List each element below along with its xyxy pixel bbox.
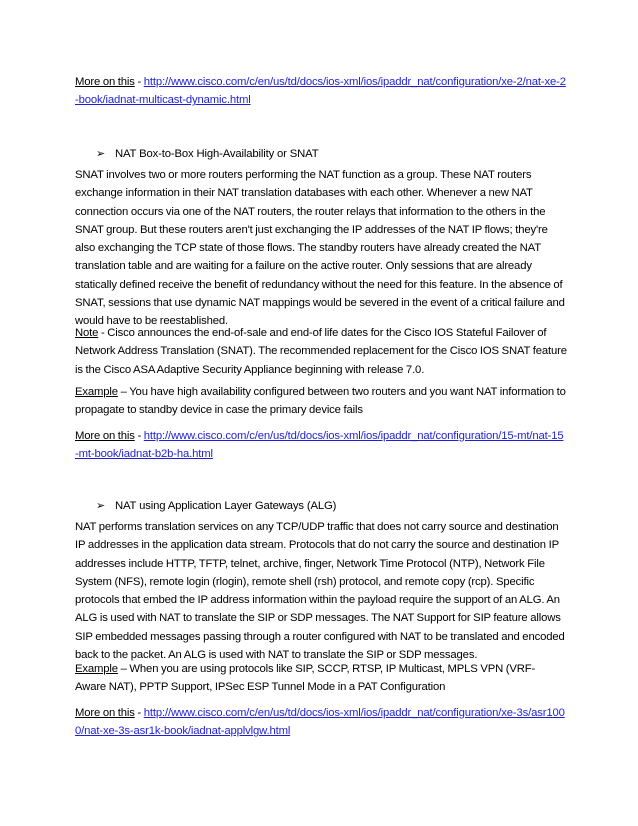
section-heading-text: NAT using Application Layer Gateways (ALG) [115,500,337,512]
more-on-this-paragraph [75,73,567,110]
more-on-this-label: More on this [75,430,135,442]
cisco-b2b-ha-link[interactable]: http://www.cisco.com/c/en/us/td/docs/ios-xml/ios/ipaddr_nat/configuration/15-mt/nat-15-mt-book/iadnat-b2b-ha.html [75,430,564,461]
example-text: – You have high availability configured between two routers and you want NAT information to propagate to standby device in case the primary device fails [75,386,566,417]
separator: - [134,707,144,719]
section-heading-snat [96,145,318,163]
cisco-multicast-dynamic-link[interactable]: http://www.cisco.com/c/en/us/td/docs/ios-xml/ios/ipaddr_nat/configuration/xe-2/nat-xe-2-book/iadnat-multicast-dynamic.html [75,76,566,107]
separator: - [134,430,144,442]
snat-description-paragraph: SNAT involves two or more routers performing the NAT function as a group. These NAT routers exchange information in their NAT translation databases with each other. Whenever a new NAT connection occurs via one of the NAT routers, the router relays that information to the others in the SNAT group. But these routers aren't just exchanging the IP addresses of the NAT IP flows; they're also exchanging the TCP state of those flows. The standby routers have already created the NAT translation table and are waiting for a failure on the active router. Only sessions that are already statically defined receive the benefit of redundancy without the need for this feature. In the absence of SNAT, sessions that use dynamic NAT mappings would be severed in the event of a critical failure and would have to be reestablished. [75,169,565,328]
more-on-this-label: More on this [75,76,135,88]
example-paragraph-snat [75,383,567,420]
arrow-bullet-icon: ➢ [96,500,106,512]
note-text: - Cisco announces the end-of-sale and end-of life dates for the Cisco IOS Stateful Failover of Network Address Translation (SNAT). The recommended replacement for the Cisco IOS SNAT feature is the Cisco ASA Adaptive Security Appliance beginning with release 7.0. [75,327,567,376]
more-on-this-paragraph-snat [75,427,567,464]
example-label: Example [75,663,118,675]
alg-description-paragraph: NAT performs translation services on any TCP/UDP traffic that does not carry source and destination IP addresses in the application data stream. Protocols that do not carry the source and destination IP addresses include HTTP, TFTP, telnet, archive, finger, Network Time Protocol (NTP), Network File System (NFS), remote login (rlogin), remote shell (rsh) protocol, and remote copy (rcp). Specific protocols that embed the IP address information within the payload require the support of an ALG. An ALG is used with NAT to translate the SIP or SDP messages. The NAT Support for SIP feature allows SIP embedded messages passing through a router configured with NAT to be translated and encoded back to the packet. An ALG is used with NAT to translate the SIP or SDP messages. [75,521,565,662]
more-on-this-label: More on this [75,707,135,719]
example-paragraph-alg [75,660,567,697]
more-on-this-paragraph-alg [75,704,567,741]
cisco-applvlgw-link[interactable]: http://www.cisco.com/c/en/us/td/docs/ios-xml/ios/ipaddr_nat/configuration/xe-3s/asr1000/nat-xe-3s-asr1k-book/iadnat-applvlgw.html [75,707,565,738]
separator: - [134,76,144,88]
note-paragraph [75,324,567,379]
arrow-bullet-icon: ➢ [96,148,106,160]
example-text: – When you are using protocols like SIP, SCCP, RTSP, IP Multicast, MPLS VPN (VRF- Aware NAT), PPTP Support, IPSec ESP Tunnel Mode in a PAT Configuration [75,663,536,694]
note-label: Note [75,327,99,339]
section-heading-alg [96,497,336,515]
section-heading-text: NAT Box-to-Box High-Availability or SNAT [115,148,319,160]
example-label: Example [75,386,118,398]
